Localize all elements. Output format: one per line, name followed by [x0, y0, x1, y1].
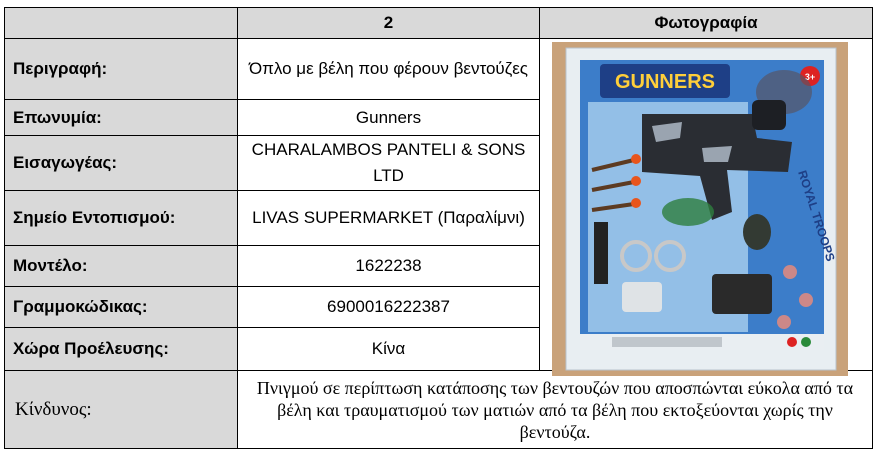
row-label-importer: Εισαγωγέας: [5, 136, 238, 191]
row-value-description: Όπλο με βέλη που φέρουν βεντούζες [238, 39, 540, 100]
dart-2-tip [631, 176, 641, 186]
header-photo-title: Φωτογραφία [540, 8, 873, 39]
product-photo-svg [552, 42, 848, 376]
product-table [4, 7, 873, 449]
grenade [743, 214, 771, 250]
dart-3-tip [631, 198, 641, 208]
binoculars [752, 100, 786, 130]
photo-cell [540, 39, 873, 371]
header-blank-cell [5, 8, 238, 39]
dart-1-tip [631, 154, 641, 164]
row-value-origin: Κίνα [238, 328, 540, 371]
side-text: ROYAL TROOPS [795, 168, 838, 263]
walkie-talkie [712, 274, 772, 314]
ce-icon [801, 337, 811, 347]
row-value-location: LIVAS SUPERMARKET (Παραλίμνι) [238, 191, 540, 246]
row-label-description: Περιγραφή: [5, 39, 238, 100]
row-label-risk: Κίνδυνος: [5, 371, 238, 449]
row-value-model: 1622238 [238, 246, 540, 287]
row-label-brand: Επωνυμία: [5, 100, 238, 136]
knife [594, 222, 608, 284]
product-photo [552, 42, 848, 376]
bullet-hole-3 [777, 315, 791, 329]
warning-icon [787, 337, 797, 347]
bullet-hole-1 [783, 265, 797, 279]
row-value-risk: Πνιγμού σε περίπτωση κατάποσης των βεντουζών που αποσπώνται εύκολα από τα βέλη και τραυματισμού των ματιών από τα βέλη που εκτοξεύονται χωρίς την βεντούζα. [238, 371, 873, 449]
warning-text-bar [612, 337, 722, 347]
header-number: 2 [238, 8, 540, 39]
age-badge-text: 3+ [804, 72, 816, 82]
row-label-origin: Χώρα Προέλευσης: [5, 328, 238, 371]
brand-logo-text: GUNNERS [614, 71, 716, 93]
row-value-brand: Gunners [238, 100, 540, 136]
row-label-location: Σημείο Εντοπισμού: [5, 191, 238, 246]
row-label-barcode: Γραμμοκώδικας: [5, 287, 238, 328]
target-disc [662, 198, 714, 226]
row-value-importer: CHARALAMBOS PANTELI & SONS LTD [238, 136, 540, 191]
bullet-hole-2 [799, 293, 813, 307]
badge-item [622, 282, 662, 312]
row-label-model: Μοντέλο: [5, 246, 238, 287]
row-value-barcode: 6900016222387 [238, 287, 540, 328]
